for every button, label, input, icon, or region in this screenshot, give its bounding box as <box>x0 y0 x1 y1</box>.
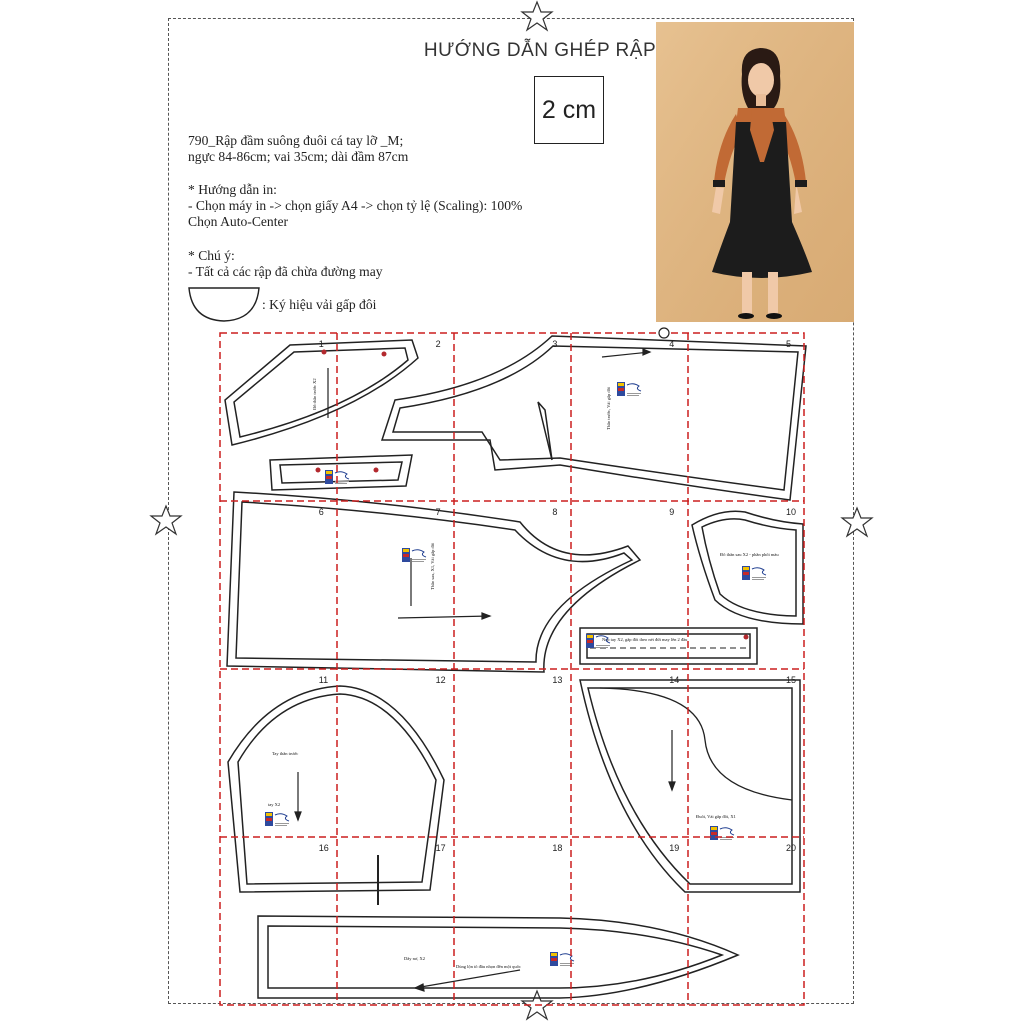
logo-stamp-icon <box>402 548 426 562</box>
piece-label-sleeve: tay X2 <box>268 802 281 807</box>
note-heading: * Chú ý: <box>188 248 235 263</box>
page-number: 7 <box>435 507 441 517</box>
page-number: 12 <box>435 675 446 685</box>
product-line-1: 790_Rập đầm suông đuôi cá tay lỡ _M; <box>188 133 404 148</box>
piece-label-sleeve-front: Tay thân trước <box>272 751 299 756</box>
page-number: 18 <box>552 843 563 853</box>
logo-stamp-icon <box>742 566 766 580</box>
piece-label-neck-tie: Nẹp tay X2, gấp đôi theo nét đứt may lên 2 đầu <box>602 637 688 642</box>
page-number: 9 <box>669 507 675 517</box>
page-number: 13 <box>552 675 563 685</box>
note-line-1: - Tất cả các rập đã chừa đường may <box>188 264 383 279</box>
star-icon <box>842 508 872 536</box>
piece-label-skirt: Đuôi, Vải gấp đôi, X1 <box>696 814 736 819</box>
page-number: 11 <box>318 675 329 685</box>
print-guide-line-2: Chọn Auto-Center <box>188 214 289 229</box>
page-grid <box>220 333 804 1005</box>
piece-label-back-facing: Đô thân trước X2 <box>312 378 317 410</box>
piece-label-tie: Dây nơ, X2 <box>404 956 426 961</box>
scale-label: 2 cm <box>541 95 597 124</box>
page-number: 3 <box>552 339 558 349</box>
product-line-2: ngực 84-86cm; vai 35cm; dài đầm 87cm <box>188 149 409 164</box>
page-number: 16 <box>318 843 329 853</box>
page-number: 1 <box>318 339 324 349</box>
star-icon <box>522 2 552 30</box>
page-number: 10 <box>786 507 797 517</box>
page-number: 5 <box>786 339 792 349</box>
page-number: 2 <box>435 339 441 349</box>
piece-label-neck-facing: Đô thân sau X2 - phần phối màu <box>720 552 779 557</box>
piece-label-tie-note: Dùng lộn tô đầu nhọn đến một quốc <box>456 964 521 969</box>
page-number: 6 <box>318 507 324 517</box>
page-number: 8 <box>552 507 558 517</box>
logo-stamp-icon <box>710 826 734 840</box>
print-guide-line-1: - Chọn máy in -> chọn giấy A4 -> chọn tỷ lệ (Scaling): 100% <box>188 198 523 213</box>
piece-label-front-body: Thân trước, Vải gấp đôi <box>606 386 611 430</box>
page-number: 20 <box>786 843 797 853</box>
logo-stamp-icon <box>617 382 641 396</box>
print-guide-heading: * Hướng dẫn in: <box>188 182 277 197</box>
fold-legend: : Ký hiệu vải gấp đôi <box>262 297 377 312</box>
page-number: 15 <box>786 675 797 685</box>
piece-label-back-body: Thân sau, X1, Vải gấp đôi <box>430 542 435 590</box>
page-title: HƯỚNG DẪN GHÉP RẬP <box>423 40 657 61</box>
star-icon <box>151 506 181 534</box>
logo-stamp-icon <box>265 812 289 826</box>
page-number: 17 <box>435 843 446 853</box>
page-number: 4 <box>669 339 675 349</box>
page-number: 19 <box>669 843 680 853</box>
page-number: 14 <box>669 675 680 685</box>
pattern-pieces <box>225 336 806 998</box>
